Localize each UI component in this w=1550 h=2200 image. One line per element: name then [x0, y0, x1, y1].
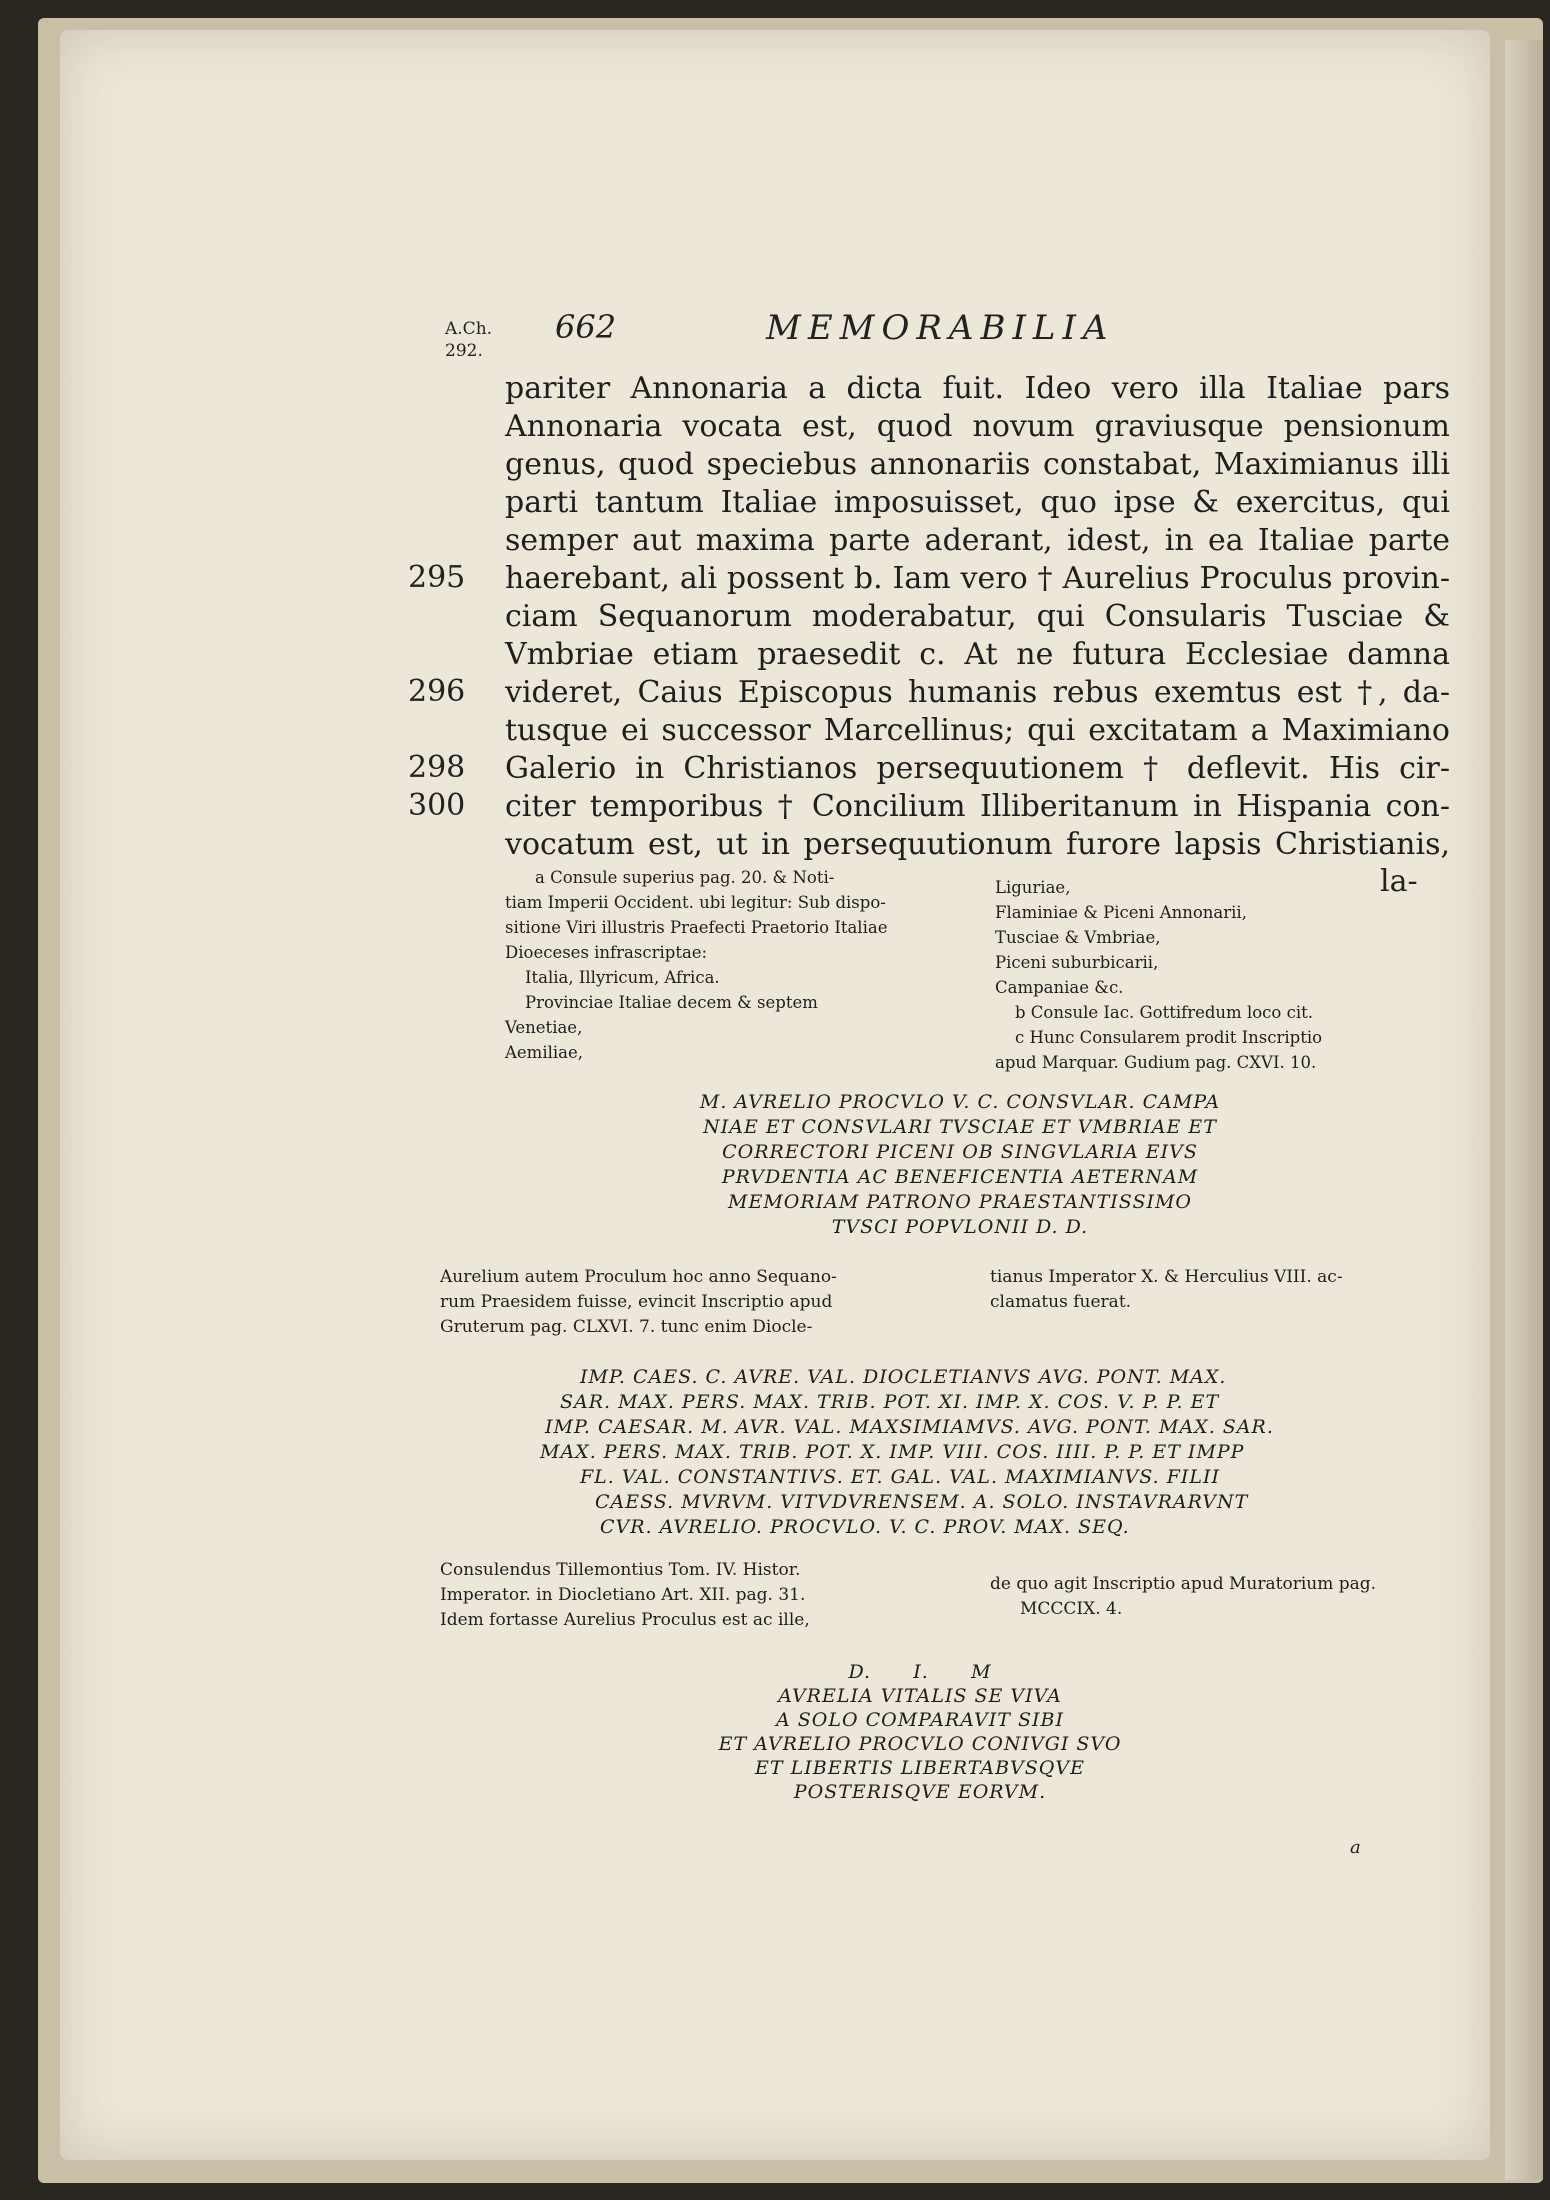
note-line: b Consule Iac. Gottifredum loco cit. [1015, 1003, 1313, 1022]
inscription-line: CVR. AVRELIO. PROCVLO. V. C. PROV. MAX. SEQ. [600, 1516, 1130, 1538]
margin-year: 296 [408, 674, 466, 709]
note-line: Dioeceses infrascriptae: [505, 943, 708, 962]
note-line: Aemiliae, [505, 1043, 584, 1062]
footnotes-right [995, 875, 1455, 1075]
inscription-line: NIAE ET CONSVLARI TVSCIAE ET VMBRIAE ET [703, 1116, 1217, 1138]
inscription-line: D. I. M [848, 1661, 992, 1683]
note-line: Venetiae, [505, 1018, 583, 1037]
text-line: Vmbriae etiam praesedit c. At ne futura Ecclesiae damna [505, 637, 1450, 672]
book-page [60, 30, 1490, 2160]
running-title: MEMORABILIA [766, 308, 1115, 348]
inscription-line: A SOLO COMPARAVIT SIBI [776, 1709, 1064, 1731]
margin-year: 300 [408, 788, 466, 823]
text-line: genus, quod speciebus annonariis constabat, Maximianus illi [505, 447, 1450, 482]
inscription-line: ET LIBERTIS LIBERTABVSQVE [755, 1757, 1085, 1779]
margin-year: 298 [408, 750, 466, 785]
commentary-right-2 [990, 1572, 1460, 1622]
inscription-line: ET AVRELIO PROCVLO CONIVGI SVO [718, 1733, 1122, 1755]
year-label: 292. [445, 341, 483, 361]
text-line: Galerio in Christianos persequutionem † deflevit. His cir- [505, 751, 1450, 786]
commentary-line: clamatus fuerat. [990, 1292, 1132, 1312]
signature-mark: a [1350, 1837, 1361, 1858]
text-line: ciam Sequanorum moderabatur, qui Consularis Tusciae & [505, 599, 1450, 634]
inscription-line: TVSCI POPVLONII D. D. [831, 1216, 1089, 1238]
note-line: Liguriae, [995, 878, 1071, 897]
inscription-line: IMP. CAES. C. AVRE. VAL. DIOCLETIANVS AVG. PONT. MAX. [580, 1366, 1227, 1388]
text-line: tusque ei successor Marcellinus; qui excitatam a Maximiano [505, 713, 1450, 748]
text-line: vocatum est, ut in persequutionum furore lapsis Christianis, [505, 827, 1450, 862]
note-line: sitione Viri illustris Praefecti Praetorio Italiae [505, 918, 888, 937]
note-line: Tusciae & Vmbriae, [995, 928, 1161, 947]
text-line: parti tantum Italiae imposuisset, quo ipse & exercitus, qui [505, 485, 1450, 520]
inscription-line: SAR. MAX. PERS. MAX. TRIB. POT. XI. IMP. X. COS. V. P. P. ET [560, 1391, 1220, 1413]
text-line: pariter Annonaria a dicta fuit. Ideo vero illa Italiae pars [505, 371, 1450, 406]
text-line: haerebant, ali possent b. Iam vero † Aurelius Proculus provin- [505, 561, 1450, 596]
text-line: Annonaria vocata est, quod novum graviusque pensionum [505, 409, 1450, 444]
inscription-line: MAX. PERS. MAX. TRIB. POT. X. IMP. VIII. COS. IIII. P. P. ET IMPP [540, 1441, 1245, 1463]
commentary-right [990, 1265, 1460, 1315]
commentary-line: de quo agit Inscriptio apud Muratorium pag. [990, 1574, 1377, 1594]
note-line: Campaniae &c. [995, 978, 1124, 997]
inscription-line: PRVDENTIA AC BENEFICENTIA AETERNAM [721, 1166, 1199, 1188]
text-line: videret, Caius Episcopus humanis rebus exemtus est †, da- [505, 675, 1450, 710]
commentary-line: MCCCIX. 4. [1020, 1599, 1123, 1619]
margin-year: 295 [408, 560, 466, 595]
commentary-line: Idem fortasse Aurelius Proculus est ac ille, [440, 1610, 810, 1630]
commentary-left [440, 1265, 930, 1340]
note-line: apud Marquar. Gudium pag. CXVI. 10. [995, 1053, 1317, 1072]
inscription-line: MEMORIAM PATRONO PRAESTANTISSIMO [728, 1191, 1192, 1213]
note-line: Italia, Illyricum, Africa. [525, 968, 720, 987]
inscription-line: IMP. CAESAR. M. AVR. VAL. MAXSIMIAMVS. AVG. PONT. MAX. SAR. [545, 1416, 1274, 1438]
commentary-line: Imperator. in Diocletiano Art. XII. pag. 31. [440, 1585, 806, 1605]
commentary-left-2 [440, 1558, 960, 1633]
commentary-line: tianus Imperator X. & Herculius VIII. ac- [990, 1267, 1343, 1287]
inscription-aurelia [620, 1660, 1220, 1804]
inscription-line: CORRECTORI PICENI OB SINGVLARIA EIVS [722, 1141, 1198, 1163]
page-header [60, 308, 1490, 361]
commentary-line: rum Praesidem fuisse, evincit Inscriptio apud [440, 1292, 833, 1312]
note-line: a Consule superius pag. 20. & Noti- [535, 868, 835, 887]
text-line: semper aut maxima parte aderant, idest, in ea Italiae parte [505, 523, 1450, 558]
note-line: c Hunc Consularem prodit Inscriptio [1015, 1028, 1323, 1047]
inscription-line: CAESS. MVRVM. VITVDVRENSEM. A. SOLO. INSTAVRARVNT [595, 1491, 1249, 1513]
inscription-diocletian [480, 1365, 1400, 1540]
inscription-line: FL. VAL. CONSTANTIVS. ET. GAL. VAL. MAXIMIANVS. FILII [580, 1466, 1221, 1488]
page-number: 662 [555, 308, 617, 346]
inscription-line: POSTERISQVE EORVM. [793, 1781, 1047, 1803]
text-line: citer temporibus † Concilium Illiberitanum in Hispania con- [505, 789, 1450, 824]
commentary-line: Aurelium autem Proculum hoc anno Sequano- [440, 1267, 837, 1287]
note-line: Piceni suburbicarii, [995, 953, 1159, 972]
ach-label: A.Ch. [445, 319, 493, 339]
note-line: Provinciae Italiae decem & septem [525, 993, 818, 1012]
catchword: la- [1380, 864, 1418, 899]
note-line: Flaminiae & Piceni Annonarii, [995, 903, 1247, 922]
inscription-line: AVRELIA VITALIS SE VIVA [778, 1685, 1062, 1707]
commentary-line: Gruterum pag. CLXVI. 7. tunc enim Diocle- [440, 1317, 813, 1337]
footnotes-left [505, 865, 965, 1065]
inscription-proculus [600, 1090, 1320, 1240]
commentary-line: Consulendus Tillemontius Tom. IV. Histor. [440, 1560, 801, 1580]
margin-year-label [445, 318, 492, 362]
facing-page-edge [1505, 40, 1543, 2180]
inscription-line: M. AVRELIO PROCVLO V. C. CONSVLAR. CAMPA [699, 1091, 1221, 1113]
note-line: tiam Imperii Occident. ubi legitur: Sub dispo- [505, 893, 886, 912]
